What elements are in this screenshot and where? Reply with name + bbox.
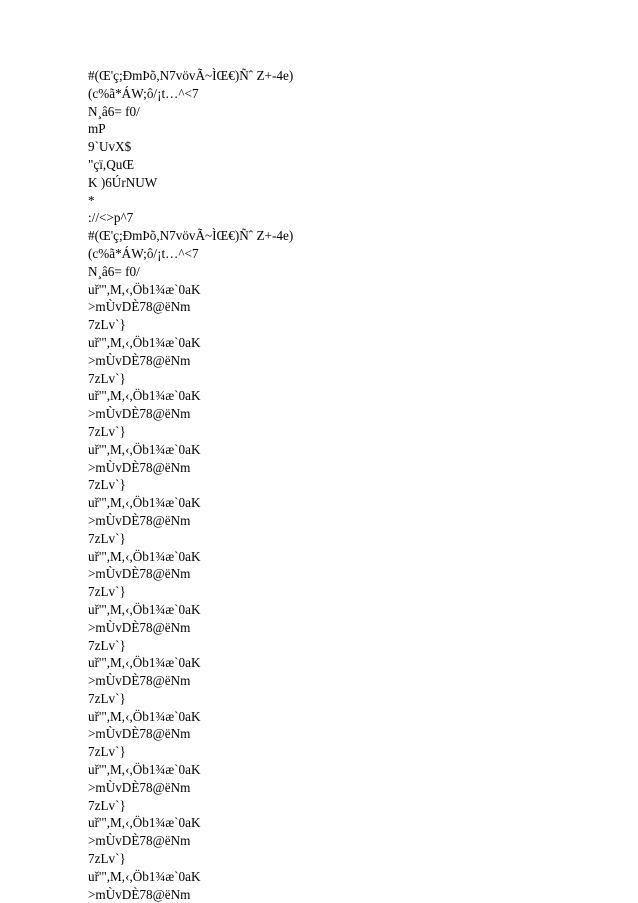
document-text-line: 7zLv`} [88,530,126,546]
document-text-line: (c%ã*ÁW;ô/¡t…^<7 [88,85,199,101]
document-text-line: uř'",M,‹,Öb1¾æ`0aK [88,601,201,617]
document-text-line: 7zLv`} [88,317,126,333]
document-text-line: uř'",M,‹,Öb1¾æ`0aK [88,281,201,297]
document-text-line: N¸â6= f0/ [88,103,140,119]
document-text-line: 7zLv`} [88,690,126,706]
document-text-line: >mÙvDÈ78@ëNm [88,406,191,422]
document-text-line: >mÙvDÈ78@ëNm [88,299,191,315]
document-text-line: uř'",M,‹,Öb1¾æ`0aK [88,815,201,831]
document-text-line: ://<>p^7 [88,210,134,226]
document-text-line: mP [88,121,106,137]
document-text-line: uř'",M,‹,Öb1¾æ`0aK [88,548,201,564]
document-text-line: 7zLv`} [88,637,126,653]
document-text-block [88,67,608,903]
document-text-line: uř'",M,‹,Öb1¾æ`0aK [88,441,201,457]
document-text-line: 7zLv`} [88,370,126,386]
document-text-line: uř'",M,‹,Öb1¾æ`0aK [88,655,201,671]
document-text-line: 7zLv`} [88,423,126,439]
document-text-line: uř'",M,‹,Öb1¾æ`0aK [88,334,201,350]
document-text-line: K )6ÚrNUW [88,174,158,190]
document-text-line: uř'",M,‹,Öb1¾æ`0aK [88,495,201,511]
document-text-line: N¸â6= f0/ [88,263,140,279]
document-text-line: #(Œ'ç;ÐmÞõ,N7vövÃ~ÌŒ€)Ñˆ Z+-4e) [88,228,294,244]
document-text-line: >mÙvDÈ78@ëNm [88,833,191,849]
document-text-line: >mÙvDÈ78@ëNm [88,512,191,528]
document-text-line: >mÙvDÈ78@ëNm [88,352,191,368]
document-text-line: 7zLv`} [88,851,126,867]
document-text-line: 7zLv`} [88,797,126,813]
document-text-line: * [88,192,95,208]
document-text-line: (c%ã*ÁW;ô/¡t…^<7 [88,245,199,261]
document-text-line: >mÙvDÈ78@ëNm [88,566,191,582]
document-text-line: "çï,QuŒ [88,156,135,172]
document-text-line: 7zLv`} [88,584,126,600]
document-text-line: uř'",M,‹,Öb1¾æ`0aK [88,762,201,778]
document-text-line: 7zLv`} [88,744,126,760]
document-text-line: #(Œ'ç;ÐmÞõ,N7vövÃ~ÌŒ€)Ñˆ Z+-4e) [88,68,294,83]
document-text-line: >mÙvDÈ78@ëNm [88,619,191,635]
document-text-line: uř'",M,‹,Öb1¾æ`0aK [88,708,201,724]
document-text-line: >mÙvDÈ78@ëNm [88,673,191,689]
document-text-line: 9`UvX$ [88,139,132,155]
document-text-line: >mÙvDÈ78@ëNm [88,779,191,795]
document-text-line: uř'",M,‹,Öb1¾æ`0aK [88,868,201,884]
document-text-line: >mÙvDÈ78@ëNm [88,886,191,902]
document-text-line: >mÙvDÈ78@ëNm [88,459,191,475]
document-text-line: 7zLv`} [88,477,126,493]
document-text-line: >mÙvDÈ78@ëNm [88,726,191,742]
document-text-line: uř'",M,‹,Öb1¾æ`0aK [88,388,201,404]
